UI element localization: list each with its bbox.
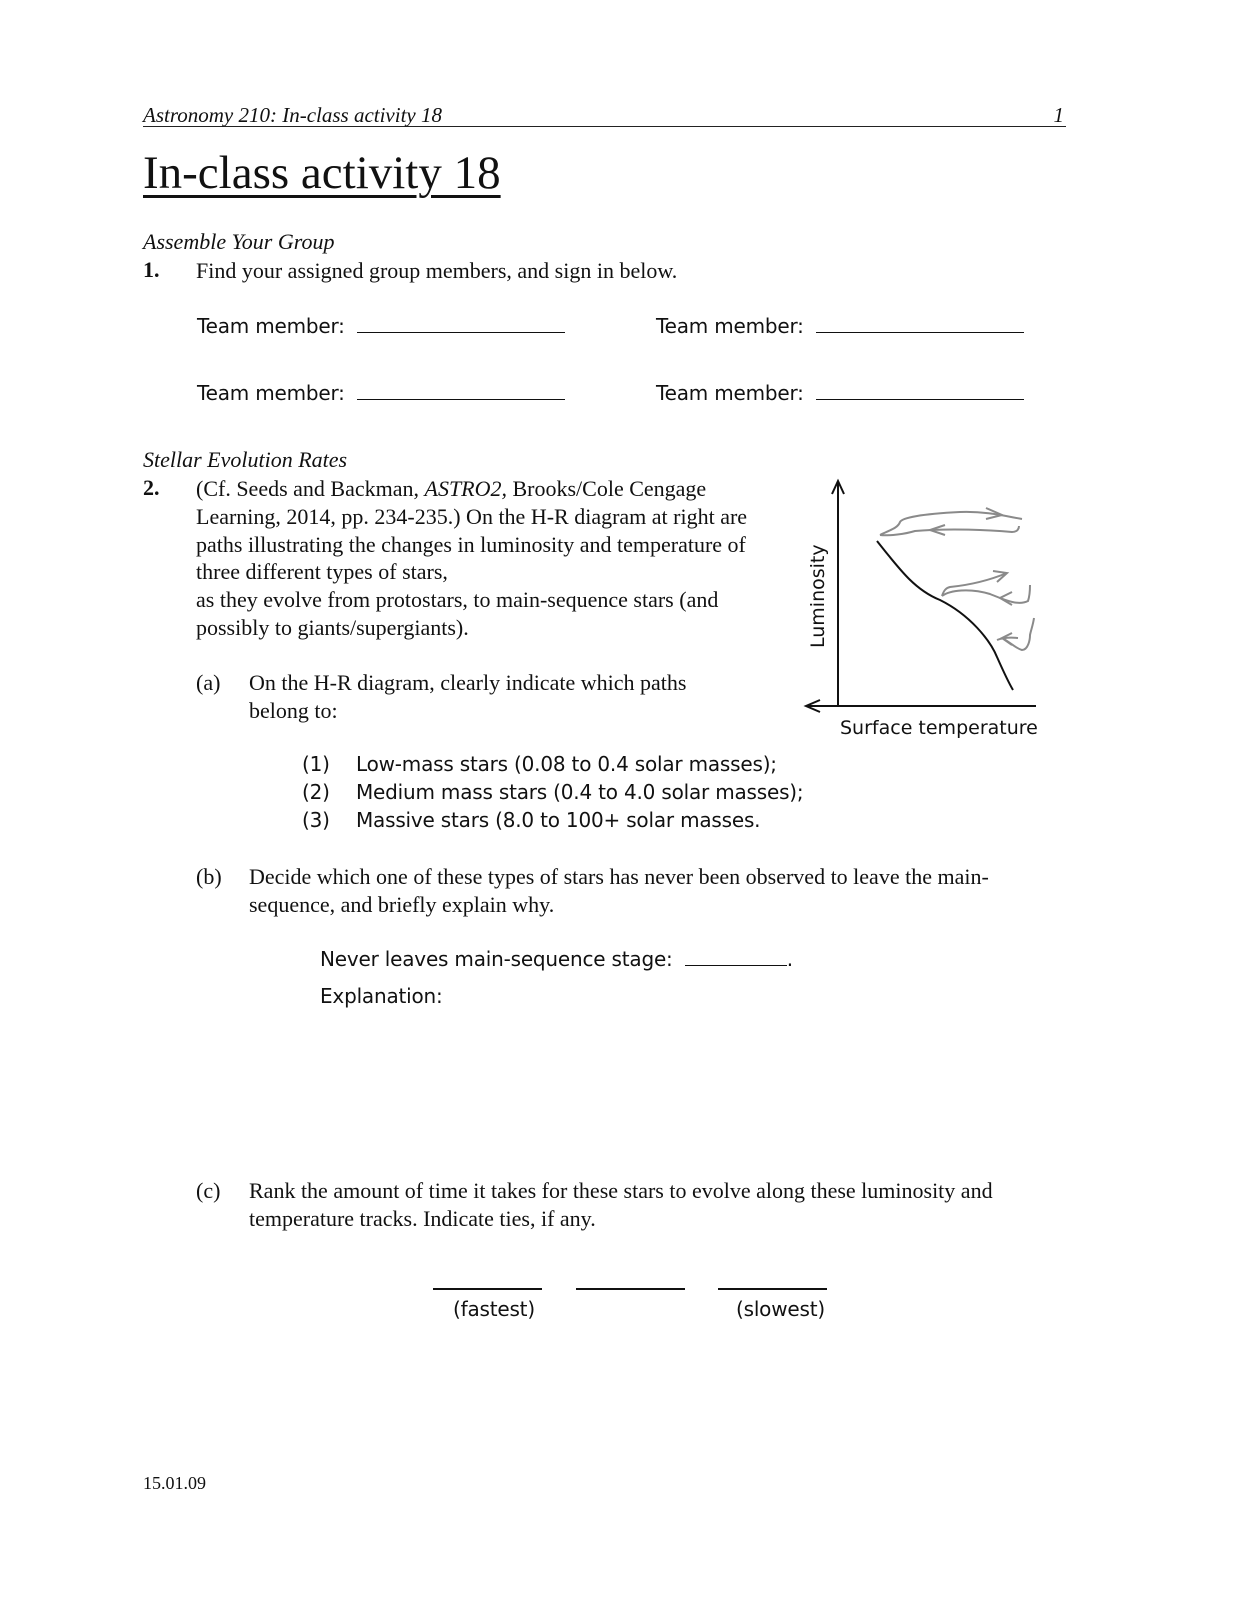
part-c-text-line2: temperature tracks. Indicate ties, if any. — [249, 1206, 596, 1231]
main-sequence-curve — [877, 541, 1013, 690]
page-title: In-class activity 18 — [143, 147, 501, 199]
team-member-field-4[interactable] — [816, 398, 1024, 400]
question-number-2: 2. — [143, 475, 160, 500]
team-member-label: Team member: — [197, 314, 345, 338]
rank-field-1[interactable] — [433, 1288, 542, 1290]
question-number-1: 1. — [143, 257, 160, 282]
track-upper[interactable] — [880, 508, 1022, 535]
team-member-field-3[interactable] — [357, 398, 565, 400]
mass-item-2-text: Medium mass stars (0.4 to 4.0 solar masses); — [356, 780, 804, 804]
x-axis-label: Surface temperature — [840, 717, 1038, 739]
y-axis-label: Luminosity — [807, 544, 829, 648]
part-a-text: On the H-R diagram, clearly indicate which paths belong to: — [249, 670, 687, 723]
rank-field-2[interactable] — [576, 1288, 685, 1290]
part-b-text-line1: Decide which one of these types of stars has never been observed to leave the main- — [249, 864, 989, 889]
team-member-label: Team member: — [656, 314, 804, 338]
course-title: Astronomy 210: In-class activity 18 — [143, 103, 442, 127]
section-heading-assemble: Assemble Your Group — [143, 229, 335, 254]
never-leaves-row: Never leaves main-sequence stage: . — [320, 947, 793, 971]
team-member-label: Team member: — [656, 381, 804, 405]
section-heading-stellar: Stellar Evolution Rates — [143, 447, 348, 472]
page-number: 1 — [1053, 103, 1064, 127]
team-member-row-1-left — [197, 314, 565, 338]
mass-item-2-num: (2) — [302, 780, 330, 804]
book-title: ASTRO2, — [424, 476, 507, 501]
rank-label-fastest: (fastest) — [453, 1297, 535, 1321]
rank-field-3[interactable] — [718, 1288, 827, 1290]
page-header — [143, 101, 1066, 127]
explanation-label: Explanation: — [320, 984, 443, 1008]
part-c-text-line1: Rank the amount of time it takes for these stars to evolve along these luminosity and — [249, 1178, 993, 1203]
team-member-field-2[interactable] — [816, 331, 1024, 333]
mass-item-3-num: (3) — [302, 808, 330, 832]
track-lower[interactable] — [997, 618, 1034, 650]
part-c-label: (c) — [196, 1178, 221, 1203]
team-member-row-2-right — [656, 381, 1024, 405]
part-a-label: (a) — [196, 670, 221, 695]
hr-diagram[interactable] — [790, 470, 1050, 750]
rank-label-slowest: (slowest) — [736, 1297, 825, 1321]
team-member-row-2-left — [197, 381, 565, 405]
question-2-intro: (Cf. Seeds and Backman, ASTRO2, Brooks/Cole Cengage Learning, 2014, pp. 234-235.) On the H-R diagram at right are paths illustrating the changes in luminosity and temperature of three different types of stars, as they evolve from protostars, to main-sequence stars (and possibly to giants/supergiants). — [196, 476, 748, 640]
mass-item-3-text: Massive stars (8.0 to 100+ solar masses. — [356, 808, 761, 832]
team-member-field-1[interactable] — [357, 331, 565, 333]
part-b-text-line2: sequence, and briefly explain why. — [249, 892, 555, 917]
team-member-row-1-right — [656, 314, 1024, 338]
part-b-label: (b) — [196, 864, 222, 889]
explanation-answer-area[interactable] — [320, 1015, 1060, 1155]
mass-item-1-num: (1) — [302, 752, 330, 776]
never-leaves-label: Never leaves main-sequence stage: — [320, 947, 673, 971]
track-middle[interactable] — [942, 571, 1030, 605]
mass-item-1-text: Low-mass stars (0.08 to 0.4 solar masses); — [356, 752, 777, 776]
question-1-prompt: Find your assigned group members, and sign in below. — [196, 258, 678, 283]
never-leaves-answer-field[interactable] — [685, 964, 787, 966]
team-member-label: Team member: — [197, 381, 345, 405]
footer-date: 15.01.09 — [143, 1473, 206, 1493]
